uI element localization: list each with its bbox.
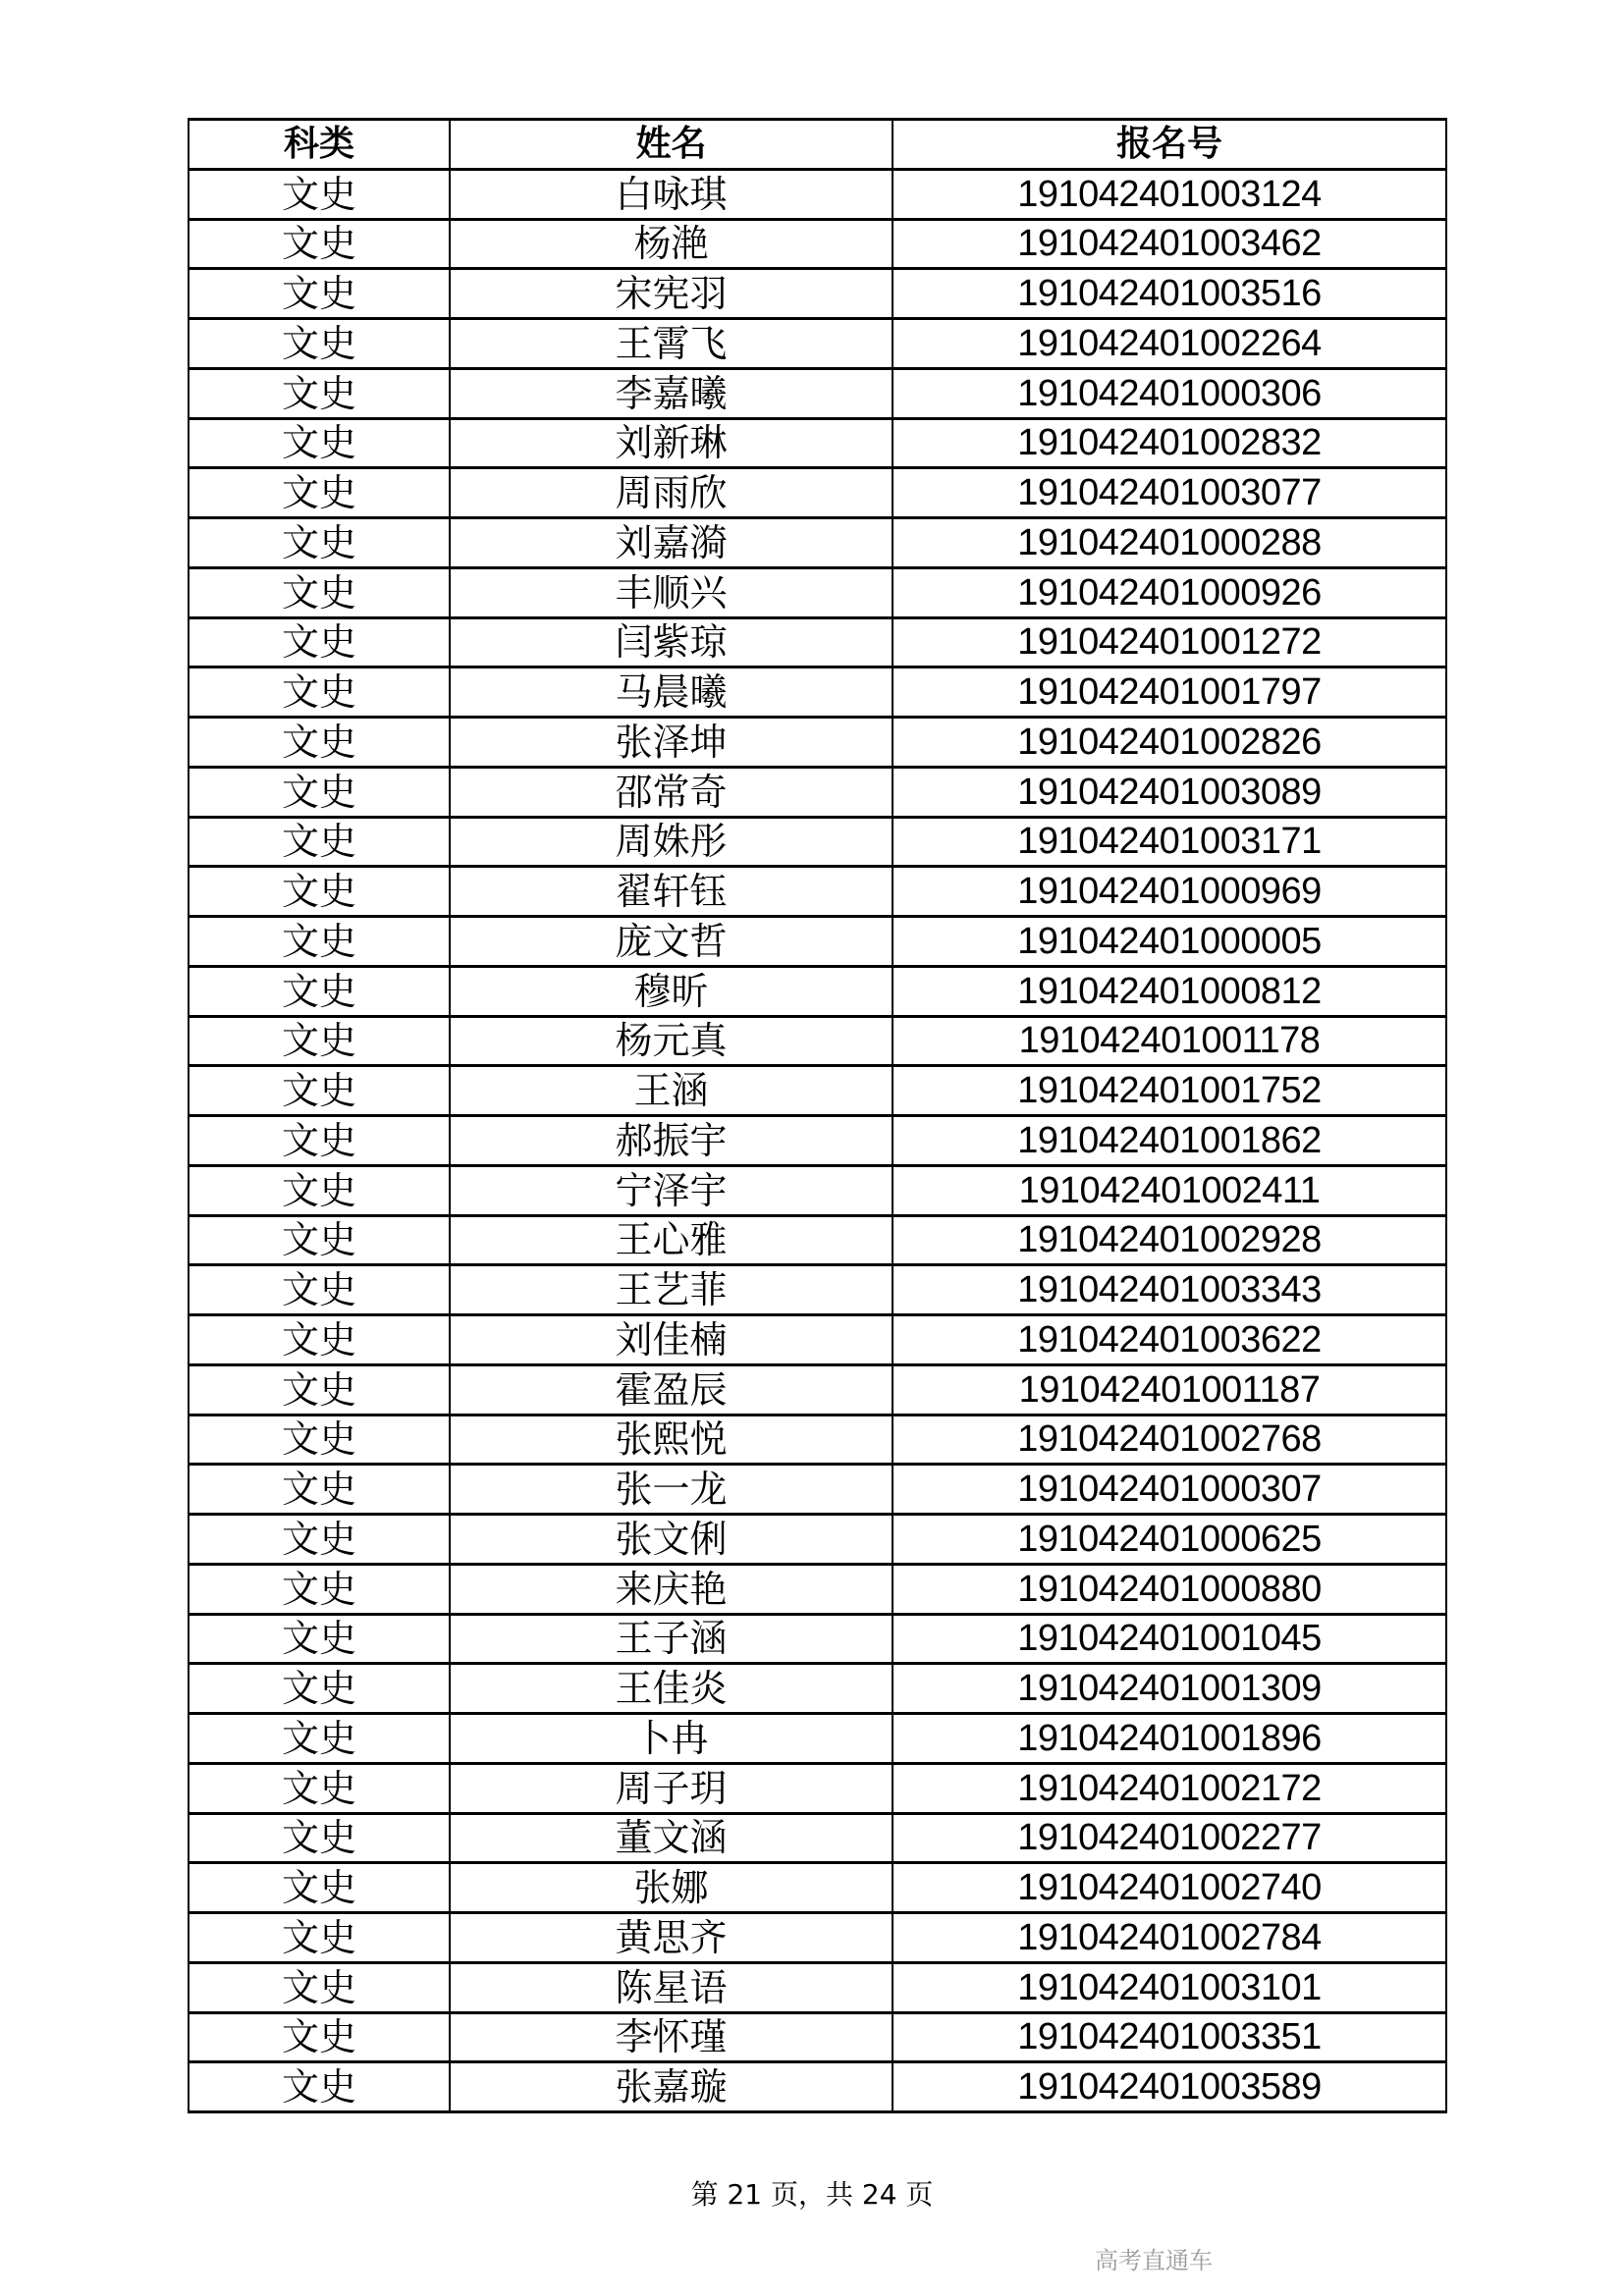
name-cell: 王艺菲 <box>450 1265 893 1315</box>
table-row <box>189 219 1446 269</box>
table-row <box>189 1465 1446 1515</box>
name-cell: 王佳炎 <box>450 1664 893 1714</box>
category-cell: 文史 <box>189 2012 450 2062</box>
name-cell: 陈星语 <box>450 1962 893 2012</box>
name-cell: 张文俐 <box>450 1515 893 1565</box>
table-header-row <box>189 120 1446 170</box>
registration-number-cell: 191042401000880 <box>893 1564 1446 1614</box>
category-cell: 文史 <box>189 1415 450 1465</box>
category-cell: 文史 <box>189 1364 450 1415</box>
table-row <box>189 767 1446 817</box>
name-cell: 王涵 <box>450 1066 893 1116</box>
registration-number-cell: 191042401002264 <box>893 319 1446 369</box>
category-cell: 文史 <box>189 1066 450 1116</box>
category-cell: 文史 <box>189 269 450 319</box>
name-cell: 刘新琳 <box>450 418 893 468</box>
table-row <box>189 418 1446 468</box>
table-row <box>189 917 1446 967</box>
name-cell: 丰顺兴 <box>450 567 893 617</box>
name-cell: 穆昕 <box>450 966 893 1016</box>
category-cell: 文史 <box>189 617 450 667</box>
registration-number-cell: 191042401001752 <box>893 1066 1446 1116</box>
category-cell: 文史 <box>189 468 450 518</box>
table-row <box>189 718 1446 768</box>
registration-number-cell: 191042401003462 <box>893 219 1446 269</box>
category-cell: 文史 <box>189 1564 450 1614</box>
header-category: 科类 <box>189 120 450 170</box>
table-row <box>189 867 1446 917</box>
name-cell: 白咏琪 <box>450 169 893 219</box>
header-registration-number: 报名号 <box>893 120 1446 170</box>
table-row <box>189 1165 1446 1215</box>
name-cell: 庞文哲 <box>450 917 893 967</box>
table-row <box>189 468 1446 518</box>
registration-number-cell: 191042401000288 <box>893 518 1446 568</box>
registration-number-cell: 191042401000926 <box>893 567 1446 617</box>
table-body <box>189 169 1446 2111</box>
name-cell: 王子涵 <box>450 1614 893 1664</box>
registration-number-cell: 191042401002826 <box>893 718 1446 768</box>
registration-number-cell: 191042401003124 <box>893 169 1446 219</box>
registration-number-cell: 191042401003589 <box>893 2062 1446 2112</box>
table-row <box>189 1913 1446 1963</box>
category-cell: 文史 <box>189 1515 450 1565</box>
category-cell: 文史 <box>189 219 450 269</box>
name-cell: 李怀瑾 <box>450 2012 893 2062</box>
category-cell: 文史 <box>189 767 450 817</box>
name-cell: 马晨曦 <box>450 667 893 718</box>
registration-number-cell: 191042401002277 <box>893 1813 1446 1863</box>
name-cell: 张一龙 <box>450 1465 893 1515</box>
name-cell: 黄思齐 <box>450 1913 893 1963</box>
table-row <box>189 269 1446 319</box>
page-footer <box>0 2173 1624 2213</box>
registration-number-cell: 191042401003343 <box>893 1265 1446 1315</box>
category-cell: 文史 <box>189 1116 450 1166</box>
registration-number-cell: 191042401001187 <box>893 1364 1446 1415</box>
table-row <box>189 1016 1446 1066</box>
name-cell: 闫紫琼 <box>450 617 893 667</box>
category-cell: 文史 <box>189 1813 450 1863</box>
category-cell: 文史 <box>189 1016 450 1066</box>
registration-number-cell: 191042401003516 <box>893 269 1446 319</box>
category-cell: 文史 <box>189 1863 450 1913</box>
name-cell: 宋宪羽 <box>450 269 893 319</box>
category-cell: 文史 <box>189 917 450 967</box>
name-cell: 刘佳楠 <box>450 1315 893 1365</box>
table-row <box>189 1265 1446 1315</box>
registration-number-cell: 191042401000969 <box>893 867 1446 917</box>
name-cell: 翟轩钰 <box>450 867 893 917</box>
registration-number-cell: 191042401002172 <box>893 1763 1446 1813</box>
name-cell: 周姝彤 <box>450 817 893 867</box>
registration-number-cell: 191042401003101 <box>893 1962 1446 2012</box>
table-row <box>189 1863 1446 1913</box>
category-cell: 文史 <box>189 966 450 1016</box>
table-row <box>189 368 1446 418</box>
name-cell: 周子玥 <box>450 1763 893 1813</box>
name-cell: 杨元真 <box>450 1016 893 1066</box>
category-cell: 文史 <box>189 1913 450 1963</box>
category-cell: 文史 <box>189 1315 450 1365</box>
category-cell: 文史 <box>189 567 450 617</box>
category-cell: 文史 <box>189 2062 450 2112</box>
name-cell: 杨滟 <box>450 219 893 269</box>
registration-number-cell: 191042401003622 <box>893 1315 1446 1365</box>
table-row <box>189 617 1446 667</box>
category-cell: 文史 <box>189 418 450 468</box>
registration-number-cell: 191042401002768 <box>893 1415 1446 1465</box>
name-cell: 张泽坤 <box>450 718 893 768</box>
registration-number-cell: 191042401001272 <box>893 617 1446 667</box>
name-cell: 张嘉璇 <box>450 2062 893 2112</box>
category-cell: 文史 <box>189 1763 450 1813</box>
name-cell: 刘嘉漪 <box>450 518 893 568</box>
category-cell: 文史 <box>189 1465 450 1515</box>
table-row <box>189 1763 1446 1813</box>
registration-number-cell: 191042401002928 <box>893 1215 1446 1265</box>
category-cell: 文史 <box>189 319 450 369</box>
registration-number-cell: 191042401000812 <box>893 966 1446 1016</box>
table-row <box>189 319 1446 369</box>
table-row <box>189 1215 1446 1265</box>
registration-number-cell: 191042401003089 <box>893 767 1446 817</box>
name-cell: 王霄飞 <box>450 319 893 369</box>
table-row <box>189 1515 1446 1565</box>
page-number-label: 第 21 页，共 24 页 <box>690 2178 934 2211</box>
table-row <box>189 966 1446 1016</box>
admission-roster-table <box>188 118 1447 2113</box>
name-cell: 宁泽宇 <box>450 1165 893 1215</box>
table-row <box>189 667 1446 718</box>
registration-number-cell: 191042401000005 <box>893 917 1446 967</box>
registration-number-cell: 191042401001896 <box>893 1714 1446 1764</box>
name-cell: 邵常奇 <box>450 767 893 817</box>
table-row <box>189 1415 1446 1465</box>
registration-number-cell: 191042401000625 <box>893 1515 1446 1565</box>
name-cell: 来庆艳 <box>450 1564 893 1614</box>
name-cell: 卜冉 <box>450 1714 893 1764</box>
name-cell: 张娜 <box>450 1863 893 1913</box>
name-cell: 郝振宇 <box>450 1116 893 1166</box>
watermark-text: 高考直通车 <box>1095 2247 1213 2274</box>
registration-number-cell: 191042401003351 <box>893 2012 1446 2062</box>
table-row <box>189 817 1446 867</box>
registration-number-cell: 191042401001862 <box>893 1116 1446 1166</box>
registration-number-cell: 191042401000306 <box>893 368 1446 418</box>
table-row <box>189 1315 1446 1365</box>
registration-number-cell: 191042401000307 <box>893 1465 1446 1515</box>
registration-number-cell: 191042401002740 <box>893 1863 1446 1913</box>
registration-number-cell: 191042401001178 <box>893 1016 1446 1066</box>
category-cell: 文史 <box>189 1165 450 1215</box>
table-row <box>189 2062 1446 2112</box>
table-row <box>189 1564 1446 1614</box>
registration-number-cell: 191042401001045 <box>893 1614 1446 1664</box>
table-row <box>189 1664 1446 1714</box>
table-row <box>189 2012 1446 2062</box>
header-name: 姓名 <box>450 120 893 170</box>
table-row <box>189 1364 1446 1415</box>
category-cell: 文史 <box>189 1614 450 1664</box>
name-cell: 王心雅 <box>450 1215 893 1265</box>
table-row <box>189 169 1446 219</box>
category-cell: 文史 <box>189 1215 450 1265</box>
name-cell: 张熙悦 <box>450 1415 893 1465</box>
registration-number-cell: 191042401001309 <box>893 1664 1446 1714</box>
registration-number-cell: 191042401002832 <box>893 418 1446 468</box>
registration-number-cell: 191042401002784 <box>893 1913 1446 1963</box>
table-row <box>189 1813 1446 1863</box>
category-cell: 文史 <box>189 1962 450 2012</box>
registration-number-cell: 191042401002411 <box>893 1165 1446 1215</box>
category-cell: 文史 <box>189 518 450 568</box>
category-cell: 文史 <box>189 718 450 768</box>
registration-number-cell: 191042401001797 <box>893 667 1446 718</box>
name-cell: 董文涵 <box>450 1813 893 1863</box>
name-cell: 李嘉曦 <box>450 368 893 418</box>
category-cell: 文史 <box>189 1664 450 1714</box>
table-row <box>189 518 1446 568</box>
table-row <box>189 1962 1446 2012</box>
table-row <box>189 1116 1446 1166</box>
table-row <box>189 1714 1446 1764</box>
name-cell: 霍盈辰 <box>450 1364 893 1415</box>
registration-number-cell: 191042401003077 <box>893 468 1446 518</box>
category-cell: 文史 <box>189 867 450 917</box>
category-cell: 文史 <box>189 667 450 718</box>
table-row <box>189 1614 1446 1664</box>
category-cell: 文史 <box>189 817 450 867</box>
category-cell: 文史 <box>189 1714 450 1764</box>
table-row <box>189 567 1446 617</box>
category-cell: 文史 <box>189 169 450 219</box>
name-cell: 周雨欣 <box>450 468 893 518</box>
table-row <box>189 1066 1446 1116</box>
category-cell: 文史 <box>189 1265 450 1315</box>
registration-number-cell: 191042401003171 <box>893 817 1446 867</box>
category-cell: 文史 <box>189 368 450 418</box>
